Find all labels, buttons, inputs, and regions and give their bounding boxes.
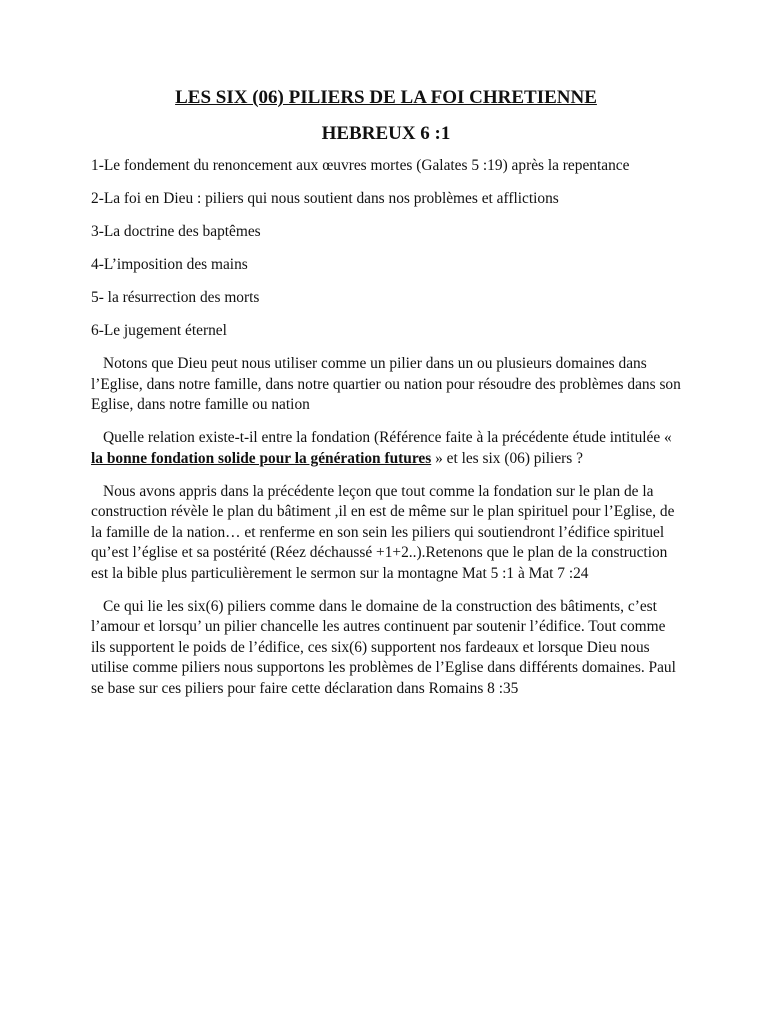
pillar-item-4: 4-L’imposition des mains <box>91 256 248 273</box>
paragraph-relation-after: » et les six (06) piliers ? <box>431 449 583 467</box>
paragraph-relation-before: Quelle relation existe-t-il entre la fondation (Référence faite à la précédente étude intitulée « <box>103 429 672 446</box>
study-title-emphasis: la bonne fondation solide pour la génération futures <box>91 449 432 467</box>
paragraph-love-bond: Ce qui lie les six(6) piliers comme dans le domaine de la construction des bâtiments, c’est l’amour et lorsqu’ un pilier chancelle les autres continuent par soutenir l’édifice. Tout comme ils supportent le poids de l’édifice, ces six(6) supportent nos fardeaux et lorsque Dieu nous utilise comme piliers nous supportons les problèmes de l’Eglise dans différents domaines. Paul se base sur ces piliers pour faire cette déclaration dans Romains 8 :35 <box>91 597 676 697</box>
pillar-item-6: 6-Le jugement éternel <box>91 322 227 339</box>
paragraph-relation-question <box>91 428 681 469</box>
document-title: LES SIX (06) PILIERS DE LA FOI CHRETIENNE <box>175 87 597 108</box>
pillar-item-2: 2-La foi en Dieu : piliers qui nous soutient dans nos problèmes et afflictions <box>91 190 559 207</box>
paragraph-pillar-usage: Notons que Dieu peut nous utiliser comme un pilier dans un ou plusieurs domaines dans l’Eglise, dans notre famille, dans notre quartier ou nation pour résoudre des problèmes dans son Eglise, dans notre famille ou nation <box>91 355 681 413</box>
pillar-item-5: 5- la résurrection des morts <box>91 289 260 306</box>
document-subtitle: HEBREUX 6 :1 <box>321 123 451 144</box>
pillar-item-3: 3-La doctrine des baptêmes <box>91 223 261 240</box>
pillars-list <box>91 156 681 342</box>
document-content <box>91 86 681 712</box>
paragraph-foundation-lesson: Nous avons appris dans la précédente leçon que tout comme la fondation sur le plan de la construction révèle le plan du bâtiment ,il en est de même sur le plan spirituel pour l’Eglise, de la famille de la nation… et renferme en son sein les piliers qui soutiendront l’édifice spirituel qu’est l’église et sa postérité (Réez déchaussé +1+2..).Retenons que le plan de la construction est la bible plus particulièrement le sermon sur la montagne Mat 5 :1 à Mat 7 :24 <box>91 482 675 582</box>
pillar-item-1: 1-Le fondement du renoncement aux œuvres mortes (Galates 5 :19) après la repentance <box>91 157 630 174</box>
